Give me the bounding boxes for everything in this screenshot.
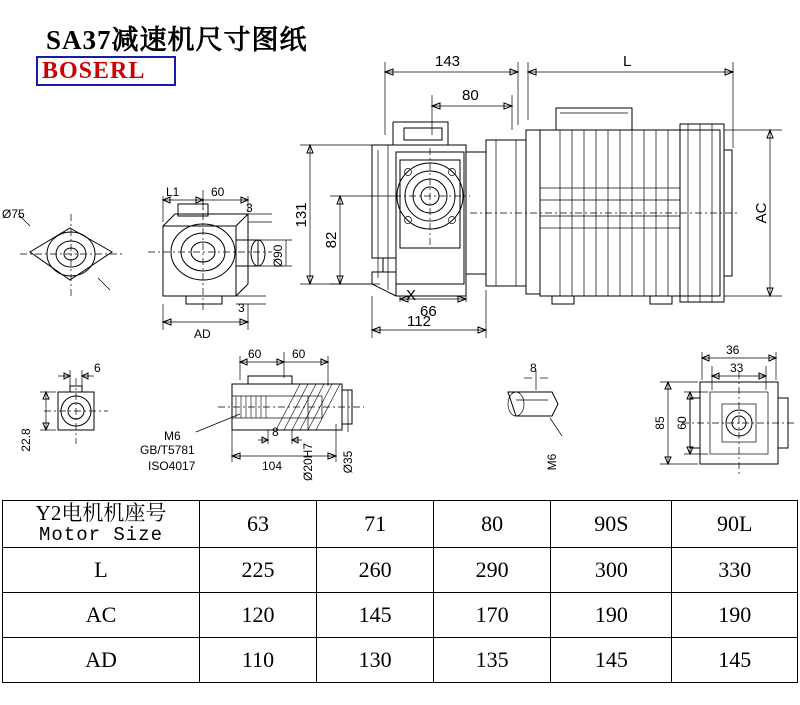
cell-AC-90L: 190 — [672, 592, 798, 637]
cell-L-90S: 300 — [551, 547, 672, 592]
row-label-AC: AC — [3, 592, 200, 637]
table-col-0: 63 — [200, 501, 317, 548]
gearbox-front-view — [148, 198, 272, 312]
cell-L-90L: 330 — [672, 547, 798, 592]
table-header-row — [3, 501, 798, 548]
dim-label-60c: 60 — [292, 347, 306, 361]
cell-AD-90L: 145 — [672, 637, 798, 682]
row-label-L: L — [3, 547, 200, 592]
table-row — [3, 547, 798, 592]
dim-label-d20h7: Ø20H7 — [301, 442, 315, 482]
spec-table — [2, 500, 798, 683]
cell-L-80: 290 — [434, 547, 551, 592]
dim-label-6: 6 — [94, 361, 101, 375]
dim-80 — [432, 87, 512, 135]
dim-label-143: 143 — [435, 53, 461, 70]
dim-AD — [163, 304, 248, 341]
row-label-AD: AD — [3, 637, 200, 682]
cell-AC-90S: 190 — [551, 592, 672, 637]
dim-label-60b: 60 — [248, 347, 262, 361]
dim-label-112: 112 — [407, 313, 431, 330]
cell-AD-63: 110 — [200, 637, 317, 682]
table-col-4: 90L — [672, 501, 798, 548]
dim-label-3a: 3 — [246, 201, 253, 215]
dim-label-60d: 60 — [675, 416, 689, 430]
dim-label-22-8: 22.8 — [19, 428, 33, 452]
cell-AD-71: 130 — [317, 637, 434, 682]
dim-label-AD: AD — [194, 327, 211, 341]
dim-label-36: 36 — [726, 343, 740, 357]
table-header-en: Motor Size — [38, 524, 164, 547]
cell-L-63: 225 — [200, 547, 317, 592]
clamp-detail — [508, 361, 562, 470]
dim-label-8b: 8 — [530, 361, 537, 375]
dim-112 — [372, 290, 486, 338]
dim-label-85: 85 — [653, 416, 667, 430]
dim-L — [528, 53, 733, 148]
dim-label-131: 131 — [293, 202, 310, 228]
dim-3-upper — [246, 201, 272, 222]
cell-AD-80: 135 — [434, 637, 551, 682]
table-col-3: 90S — [551, 501, 672, 548]
dim-label-L1: L1 — [166, 185, 180, 199]
brand-logo-text: BOSERL — [42, 58, 146, 84]
gearbox-housing — [372, 122, 470, 296]
dim-label-X: X — [406, 287, 417, 304]
dim-AC — [724, 130, 782, 296]
table-header-cn: Y2电机机座号 — [35, 501, 167, 525]
flange-diamond-view — [2, 207, 122, 296]
dim-label-d35: Ø35 — [341, 450, 355, 474]
dim-label-82: 82 — [323, 231, 340, 249]
motor-adapter — [466, 130, 540, 294]
dim-label-3b: 3 — [238, 301, 245, 315]
dim-label-gbt: GB/T5781 — [140, 443, 195, 457]
table-col-2: 80 — [434, 501, 551, 548]
shaft-end-view — [19, 361, 108, 452]
dim-label-80: 80 — [462, 87, 479, 104]
dim-label-60a: 60 — [211, 185, 225, 199]
cell-AC-80: 170 — [434, 592, 551, 637]
dim-label-L: L — [623, 53, 632, 70]
dim-label-66: 66 — [420, 303, 437, 320]
dim-label-8a: 8 — [272, 425, 279, 439]
dim-label-104: 104 — [262, 459, 283, 473]
dim-label-M6a: M6 — [164, 429, 181, 443]
table-row — [3, 592, 798, 637]
table-header-label — [3, 501, 200, 548]
table-col-1: 71 — [317, 501, 434, 548]
dim-131 — [293, 145, 372, 284]
dim-label-d90: Ø90 — [271, 244, 285, 268]
end-view — [653, 343, 796, 474]
dim-label-M6b: M6 — [545, 453, 559, 471]
dim-label-iso: ISO4017 — [148, 459, 196, 473]
motor-body — [470, 108, 740, 304]
cell-L-71: 260 — [317, 547, 434, 592]
dim-label-AC: AC — [753, 202, 770, 224]
cell-AD-90S: 145 — [551, 637, 672, 682]
page-title: SA37减速机尺寸图纸 — [46, 25, 308, 55]
cell-AC-63: 120 — [200, 592, 317, 637]
dim-label-33: 33 — [730, 361, 744, 375]
dim-143 — [385, 53, 518, 135]
dim-3-lower — [236, 296, 266, 315]
dim-label-d75: Ø75 — [2, 207, 25, 221]
hollow-shaft-section — [140, 347, 364, 481]
cell-AC-71: 145 — [317, 592, 434, 637]
table-row — [3, 637, 798, 682]
